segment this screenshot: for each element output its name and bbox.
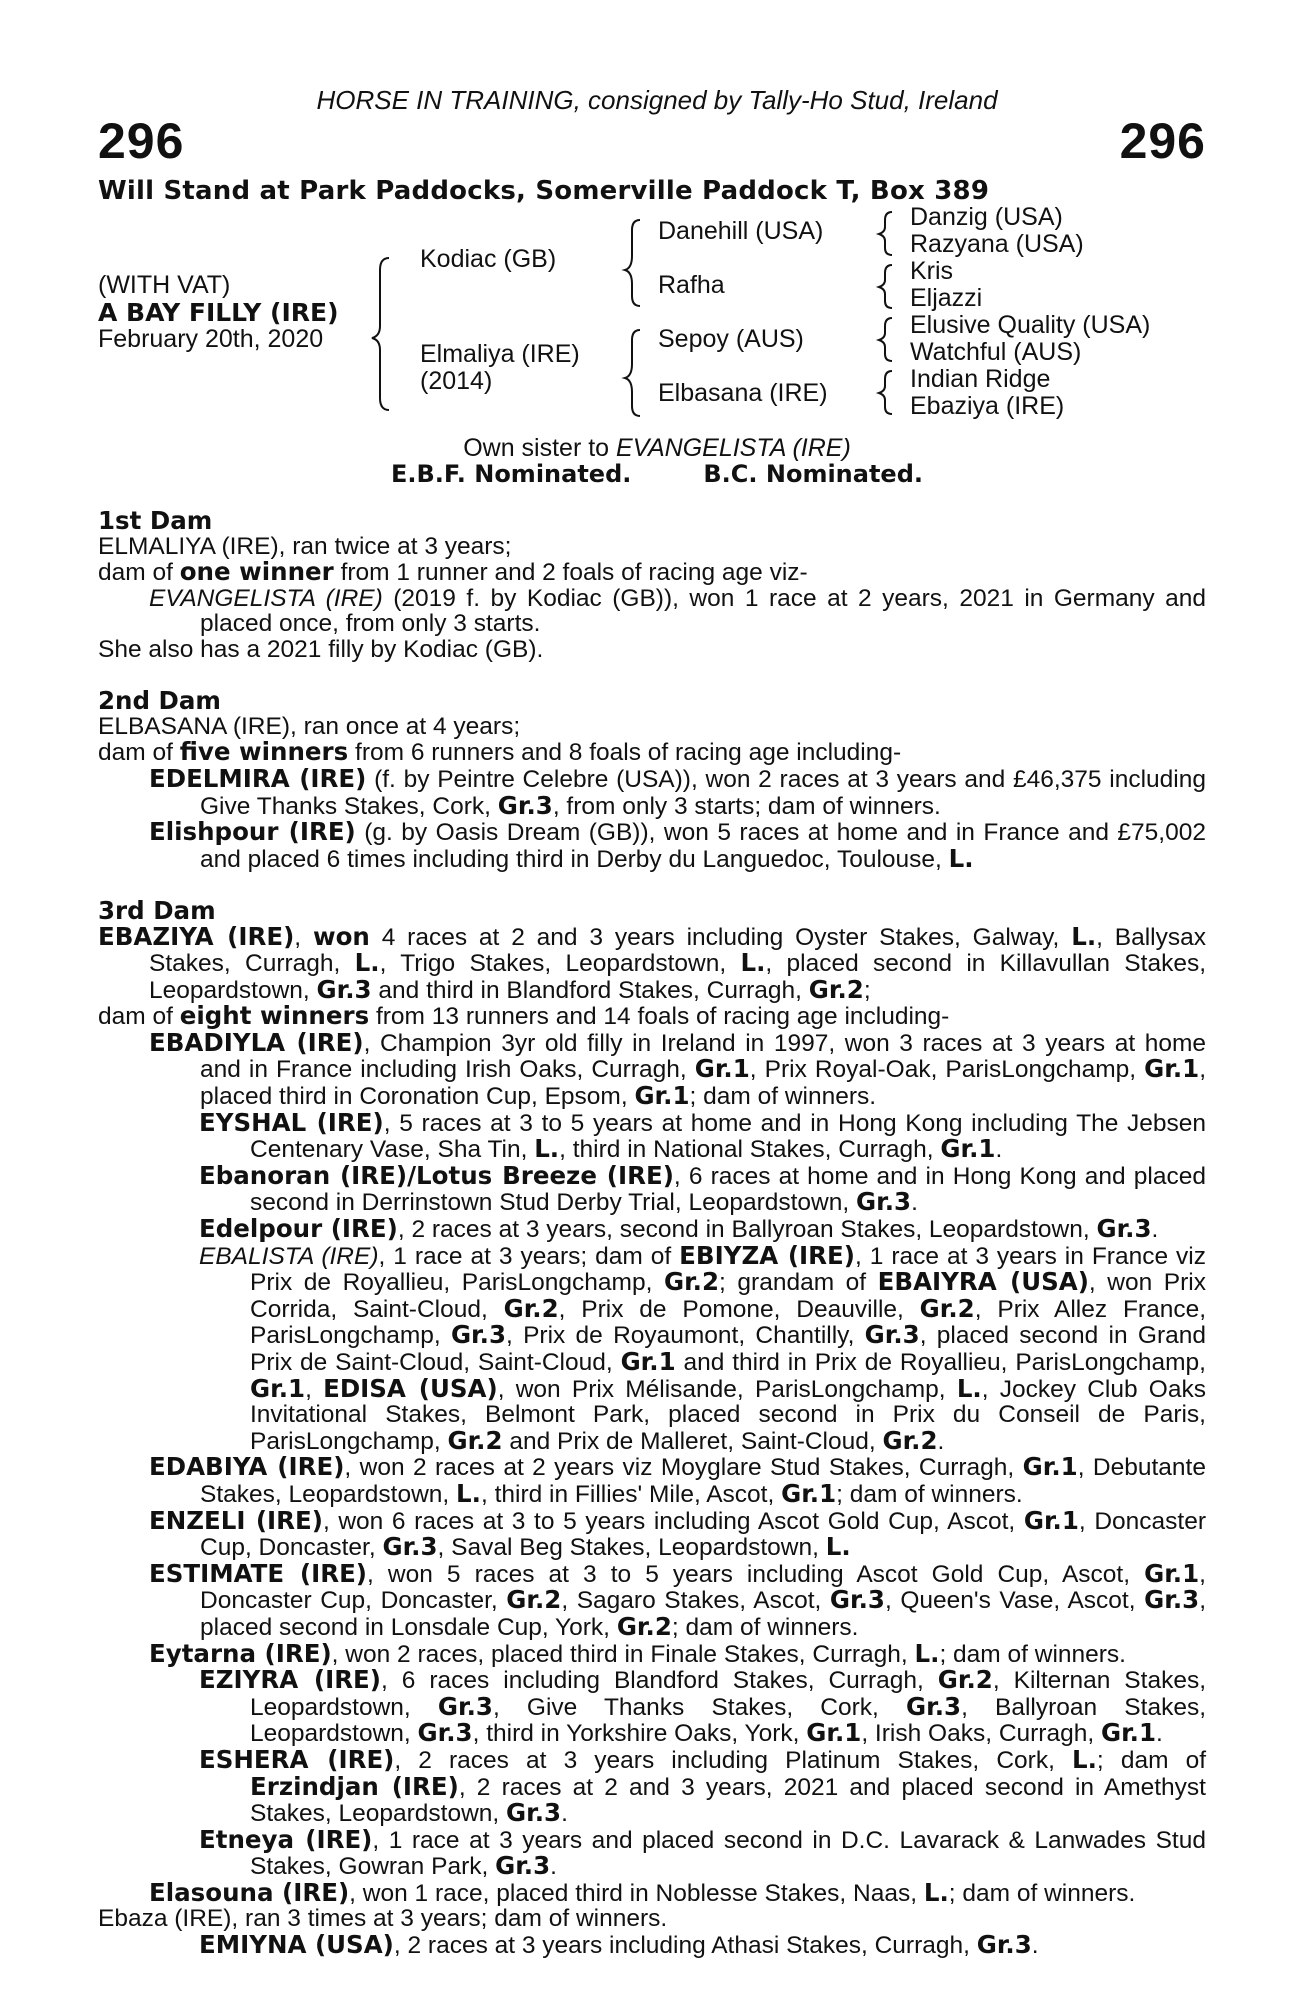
- text-run: , 6 races including Blandford Stakes, Curragh,: [381, 1667, 938, 1695]
- section-title: 3rd Dam: [98, 895, 216, 925]
- bold-run: won: [312, 921, 370, 951]
- bold-run: Gr.1: [806, 1718, 862, 1748]
- pedigree-entry: [98, 739, 1206, 766]
- text-run: ELMALIYA (IRE), ran twice at 3 years;: [98, 532, 512, 560]
- text-run: , won 6 races at 3 to 5 years including Ascot Gold Cup, Ascot,: [322, 1507, 1024, 1535]
- pedigree-entry: [98, 921, 1207, 1004]
- section-title: 1st Dam: [98, 506, 213, 535]
- bold-run: Gr.1: [250, 1373, 306, 1403]
- bold-run: Gr.2: [506, 1585, 562, 1615]
- pedigree-entry: [98, 1906, 1206, 1932]
- text-run: , 1 race at 3 years and placed second in D.C. Lavarack & Lanwades Stud Stakes, Gowran Park,: [250, 1826, 1206, 1881]
- bold-run: Gr.2: [503, 1293, 559, 1323]
- bold-run: Elasouna (IRE): [149, 1877, 350, 1907]
- text-run: , 1 race at 3 years in France viz Prix de Royallieu, ParisLongchamp,: [250, 1242, 1206, 1297]
- bold-run: Gr.1: [781, 1478, 837, 1508]
- text-run: 4 races at 2 and 3 years including Oyster Stakes, Galway,: [369, 923, 1072, 951]
- pedigree-entry: [98, 1107, 1207, 1164]
- pedigree-g3-8: Ebaziya (IRE): [910, 392, 1065, 420]
- bold-run: Gr.2: [808, 974, 864, 1004]
- text-run: dam of: [98, 1003, 180, 1031]
- bold-run: EBAIYRA (USA): [877, 1267, 1089, 1297]
- text-run: ; dam of: [1096, 1746, 1207, 1774]
- text-run: ; dam of winners.: [948, 1879, 1136, 1907]
- bold-run: EZIYRA (IRE): [199, 1665, 381, 1695]
- bold-run: EBADIYLA (IRE): [149, 1027, 364, 1057]
- bold-run: Eytarna (IRE): [149, 1638, 332, 1668]
- text-run: , placed second in Lonsdale Cup, York,: [200, 1587, 1206, 1641]
- text-run: (f. by Peintre Celebre (USA)), won 2 races at 3 years and £46,375 including Give Thanks Stakes, Cork,: [200, 765, 1207, 820]
- bold-run: one winner: [179, 557, 334, 587]
- bold-run: Gr.3: [316, 974, 372, 1004]
- text-run: She also has a 2021 filly by Kodiac (GB).: [98, 635, 544, 663]
- ebf-nominated: E.B.F. Nominated.: [390, 460, 632, 488]
- pedigree-entry: [98, 1877, 1206, 1907]
- foaling-date: February 20th, 2020: [98, 325, 324, 353]
- bold-run: Gr.3: [864, 1320, 920, 1350]
- bold-run: Gr.1: [1144, 1054, 1200, 1084]
- pedigree-entry: [98, 1160, 1206, 1217]
- text-run: .: [1031, 1932, 1039, 1960]
- bold-run: EDISA (USA): [323, 1373, 498, 1403]
- text-run: ; dam of winners.: [689, 1083, 877, 1111]
- bold-run: L.: [923, 1877, 949, 1907]
- text-run: , 5 races at 3 to 5 years at home and in Hong Kong including The Jebsen Centenary Vase, Sha Tin,: [250, 1109, 1207, 1164]
- pedigree-entry: [98, 1932, 1206, 1959]
- text-run: , Prix Royal-Oak, ParisLongchamp,: [749, 1056, 1145, 1084]
- italic-run: EVANGELISTA (IRE): [149, 584, 383, 612]
- bold-run: Gr.3: [976, 1930, 1032, 1960]
- bold-run: ENZELI (IRE): [149, 1505, 323, 1535]
- text-run: Ebaza (IRE), ran 3 times at 3 years; dam of winners.: [98, 1905, 668, 1933]
- text-run: , 2 races at 2 and 3 years, 2021 and placed second in Amethyst Stakes, Leopardstown,: [250, 1773, 1206, 1828]
- text-run: .: [561, 1800, 568, 1828]
- bold-run: Gr.1: [1023, 1505, 1079, 1535]
- bold-run: Gr.2: [919, 1293, 975, 1323]
- text-run: , third in Yorkshire Oaks, York,: [472, 1720, 807, 1748]
- bold-run: EBAZIYA (IRE): [98, 921, 295, 951]
- bold-run: L.: [825, 1532, 851, 1562]
- pedigree-g3-7: Indian Ridge: [910, 365, 1051, 393]
- bold-run: Gr.2: [937, 1665, 993, 1695]
- bold-run: Gr.3: [382, 1532, 438, 1562]
- text-run: , 2 races at 3 years including Athasi Stakes, Curragh,: [393, 1932, 977, 1960]
- pedigree-entry: [98, 1027, 1206, 1111]
- text-run: and third in Blandford Stakes, Curragh,: [371, 976, 809, 1004]
- pedigree-entry: [98, 586, 1206, 637]
- pedigree-dam-year: (2014): [420, 367, 493, 395]
- text-run: ; dam of winners.: [939, 1640, 1126, 1668]
- bold-run: Edelpour (IRE): [199, 1214, 398, 1244]
- bold-run: L.: [456, 1478, 481, 1508]
- bold-run: EYSHAL (IRE): [199, 1107, 384, 1137]
- bold-run: Gr.3: [495, 1851, 551, 1881]
- bold-run: Elishpour (IRE): [149, 817, 356, 847]
- bold-run: L.: [956, 1373, 982, 1403]
- pedigree-g3-4: Eljazzi: [910, 284, 983, 312]
- pedigree-entry: [98, 559, 1206, 586]
- text-run: ; grandam of: [719, 1269, 878, 1297]
- pedigree-entry: [98, 534, 1206, 560]
- text-run: , third in National Stakes, Curragh,: [559, 1136, 941, 1164]
- text-run: , won Prix Mélisande, ParisLongchamp,: [497, 1375, 957, 1403]
- nominations-line: [0, 460, 1314, 488]
- text-run: .: [550, 1853, 557, 1881]
- pedigree-entry: [98, 714, 1206, 740]
- bold-run: Gr.3: [829, 1585, 885, 1615]
- text-run: , Ballyroan Stakes, Leopardstown,: [250, 1693, 1207, 1748]
- text-run: ;: [863, 976, 871, 1004]
- bold-run: Gr.3: [437, 1691, 493, 1721]
- bold-run: Gr.1: [634, 1081, 690, 1111]
- lot-number-right: 296: [1119, 113, 1206, 169]
- own-sister-line: [0, 434, 1314, 463]
- text-run: and Prix de Malleret, Saint-Cloud,: [502, 1427, 883, 1455]
- text-run: .: [1151, 1216, 1159, 1244]
- text-run: , Prix Allez France, ParisLongchamp,: [250, 1295, 1207, 1350]
- own-sister-name: EVANGELISTA (IRE): [616, 434, 851, 462]
- bold-run: Gr.3: [906, 1691, 962, 1721]
- pedigree-entry: [98, 1638, 1206, 1668]
- text-run: , won Prix Corrida, Saint-Cloud,: [250, 1269, 1207, 1323]
- pedigree-sire-dam: Rafha: [658, 271, 725, 299]
- text-run: , Champion 3yr old filly in Ireland in 1997, won 3 races at 3 years at home and in France including Irish Oaks, Curragh,: [200, 1029, 1206, 1084]
- text-run: , won 2 races, placed third in Finale Stakes, Curragh,: [331, 1640, 915, 1668]
- bold-run: ESTIMATE (IRE): [149, 1558, 367, 1588]
- text-run: , Sagaro Stakes, Ascot,: [561, 1587, 830, 1615]
- pedigree-g3-2: Razyana (USA): [910, 230, 1084, 258]
- text-run: (2019 f. by Kodiac (GB)), won 1 race at 2 years, 2021 in Germany and placed once, from only 3 starts.: [200, 584, 1206, 638]
- pedigree-entry: [98, 1505, 1206, 1562]
- text-run: , Doncaster Cup, Doncaster,: [200, 1507, 1206, 1562]
- pedigree-entry: [98, 1216, 1206, 1243]
- text-run: dam of: [98, 559, 180, 587]
- bold-run: EDELMIRA (IRE): [149, 763, 367, 793]
- text-run: , Saval Beg Stakes, Leopardstown,: [437, 1534, 826, 1562]
- bold-run: Gr.3: [856, 1187, 912, 1217]
- bold-run: ESHERA (IRE): [199, 1744, 395, 1774]
- bold-run: Gr.2: [882, 1425, 938, 1455]
- text-run: , Queen's Vase, Ascot,: [884, 1587, 1145, 1615]
- text-run: , Jockey Club Oaks Invitational Stakes, Belmont Park, placed second in Prix du Conseil de Paris, ParisLongchamp,: [250, 1375, 1206, 1455]
- bold-run: Gr.2: [616, 1611, 672, 1641]
- text-run: , Kilternan Stakes, Leopardstown,: [250, 1667, 1207, 1721]
- bold-run: Gr.2: [663, 1267, 720, 1297]
- text-run: from 1 runner and 2 foals of racing age viz-: [333, 559, 808, 587]
- text-run: from 13 runners and 14 foals of racing age including-: [369, 1003, 950, 1031]
- text-run: , Doncaster Cup, Doncaster,: [200, 1560, 1206, 1615]
- text-run: , placed second in Grand Prix de Saint-Cloud, Saint-Cloud,: [250, 1322, 1206, 1376]
- pedigree-g3-6: Watchful (AUS): [910, 338, 1082, 366]
- text-run: (g. by Oasis Dream (GB)), won 5 races at home and in France and £75,002 and placed 6 times including third in Derby du Languedoc, Toulouse,: [200, 819, 1206, 873]
- stand-location: Will Stand at Park Paddocks, Somerville Paddock T, Box 389: [98, 176, 990, 206]
- text-run: .: [937, 1427, 945, 1455]
- text-run: , Debutante Stakes, Leopardstown,: [200, 1454, 1206, 1508]
- text-run: .: [995, 1136, 1003, 1164]
- bold-run: Etneya (IRE): [199, 1824, 373, 1854]
- pedigree-entry: [98, 1558, 1206, 1641]
- pedigree-entry: [98, 1744, 1207, 1828]
- text-run: , 6 races at home and in Hong Kong and placed second in Derrinstown Stud Derby Trial, Leopardstown,: [250, 1162, 1206, 1217]
- bold-run: Gr.1: [940, 1134, 996, 1164]
- bold-run: Gr.1: [694, 1054, 750, 1084]
- pedigree-g3-5: Elusive Quality (USA): [910, 311, 1151, 339]
- text-run: from 6 runners and 8 foals of racing age including-: [348, 739, 902, 767]
- pedigree-dam: Elmaliya (IRE): [420, 340, 580, 368]
- bold-run: L.: [534, 1134, 560, 1164]
- text-run: , third in Fillies' Mile, Ascot,: [480, 1480, 782, 1508]
- text-run: , Prix de Pomone, Deauville,: [558, 1295, 920, 1323]
- bold-run: Gr.1: [1022, 1452, 1078, 1482]
- text-run: and third in Prix de Royallieu, ParisLongchamp,: [675, 1349, 1206, 1376]
- pedigree-g3-3: Kris: [910, 257, 954, 285]
- bold-run: Gr.1: [1144, 1558, 1200, 1588]
- text-run: ELBASANA (IRE), ran once at 4 years;: [98, 712, 521, 740]
- bold-run: Gr.3: [417, 1718, 473, 1748]
- text-run: , Irish Oaks, Curragh,: [861, 1720, 1101, 1748]
- pedigree-entry: [98, 1454, 1206, 1507]
- italic-run: EBALISTA (IRE): [199, 1242, 379, 1270]
- text-run: , Ballysax Stakes, Curragh,: [149, 923, 1207, 978]
- text-run: , won 5 races at 3 to 5 years including Ascot Gold Cup, Ascot,: [367, 1560, 1145, 1588]
- text-run: , placed third in Coronation Cup, Epsom,: [200, 1056, 1206, 1111]
- vat-note: (WITH VAT): [98, 271, 231, 299]
- bold-run: Gr.3: [497, 790, 553, 820]
- bold-run: Gr.1: [1100, 1718, 1157, 1748]
- pedigree-sire-sire: Danehill (USA): [658, 217, 824, 245]
- text-run: , 2 races at 3 years including Platinum Stakes, Cork,: [394, 1746, 1072, 1774]
- bold-run: Gr.3: [450, 1320, 506, 1350]
- pedigree-entry: [98, 819, 1206, 872]
- text-run: , Trigo Stakes, Leopardstown,: [379, 950, 741, 978]
- bold-run: Gr.3: [1144, 1585, 1200, 1615]
- bold-run: EBIYZA (IRE): [679, 1240, 855, 1270]
- bold-run: Gr.2: [447, 1425, 503, 1455]
- pedigree-g3-1: Danzig (USA): [910, 203, 1063, 231]
- bc-nominated: B.C. Nominated.: [703, 460, 924, 488]
- text-run: .: [911, 1189, 918, 1217]
- text-run: , from only 3 starts; dam of winners.: [552, 792, 941, 820]
- bold-run: eight winners: [179, 1001, 370, 1031]
- bold-run: L.: [948, 843, 974, 873]
- text-run: ,: [294, 923, 313, 951]
- pedigree-entry: [98, 1003, 1206, 1030]
- bold-run: L.: [740, 948, 766, 978]
- bold-run: Gr.3: [506, 1798, 562, 1828]
- text-run: , won 1 race, placed third in Noblesse Stakes, Naas,: [349, 1879, 924, 1907]
- consignment-line: HORSE IN TRAINING, consigned by Tally-Ho Stud, Ireland: [316, 85, 998, 115]
- bold-run: EMIYNA (USA): [199, 1930, 394, 1960]
- text-run: , Give Thanks Stakes, Cork,: [492, 1693, 906, 1721]
- text-run: , won 2 races at 2 years viz Moyglare Stud Stakes, Curragh,: [344, 1454, 1023, 1482]
- text-run: ; dam of winners.: [671, 1613, 859, 1641]
- text-run: , placed second in Killavullan Stakes, Leopardstown,: [149, 950, 1207, 1004]
- pedigree-dam-sire: Sepoy (AUS): [658, 325, 804, 353]
- bold-run: L.: [354, 948, 380, 978]
- own-sister-prefix: Own sister to: [463, 434, 617, 462]
- text-run: , Prix de Royaumont, Chantilly,: [506, 1322, 865, 1350]
- pedigree-entry: [98, 1824, 1206, 1881]
- bold-run: Erzindjan (IRE): [250, 1771, 459, 1801]
- bold-run: Gr.1: [620, 1347, 676, 1376]
- text-run: dam of: [98, 739, 180, 767]
- pedigree-entry: [98, 1240, 1207, 1455]
- horse-name: A BAY FILLY (IRE): [98, 298, 339, 327]
- text-run: , 2 races at 3 years, second in Ballyroan Stakes, Leopardstown,: [397, 1216, 1097, 1244]
- pedigree-entry: [98, 637, 1206, 663]
- pedigree-entry: [98, 763, 1207, 820]
- lot-number-left: 296: [98, 113, 185, 169]
- text-run: .: [1156, 1720, 1163, 1748]
- dam-sections: [98, 508, 1206, 1959]
- text-run: ; dam of winners.: [836, 1480, 1023, 1508]
- pedigree-dam-dam: Elbasana (IRE): [658, 379, 828, 407]
- text-run: ,: [305, 1375, 324, 1403]
- bold-run: five winners: [179, 737, 349, 767]
- bold-run: L.: [1071, 1744, 1097, 1774]
- pedigree-sire: Kodiac (GB): [420, 245, 557, 273]
- bold-run: Ebanoran (IRE)/Lotus Breeze (IRE): [199, 1160, 674, 1190]
- pedigree-entry: [98, 1667, 1206, 1747]
- bold-run: L.: [914, 1638, 940, 1668]
- section-title: 2nd Dam: [98, 686, 221, 716]
- bold-run: Gr.3: [1096, 1214, 1152, 1244]
- bold-run: EDABIYA (IRE): [149, 1452, 345, 1482]
- text-run: , 1 race at 3 years; dam of: [378, 1242, 680, 1270]
- bold-run: L.: [1071, 921, 1097, 951]
